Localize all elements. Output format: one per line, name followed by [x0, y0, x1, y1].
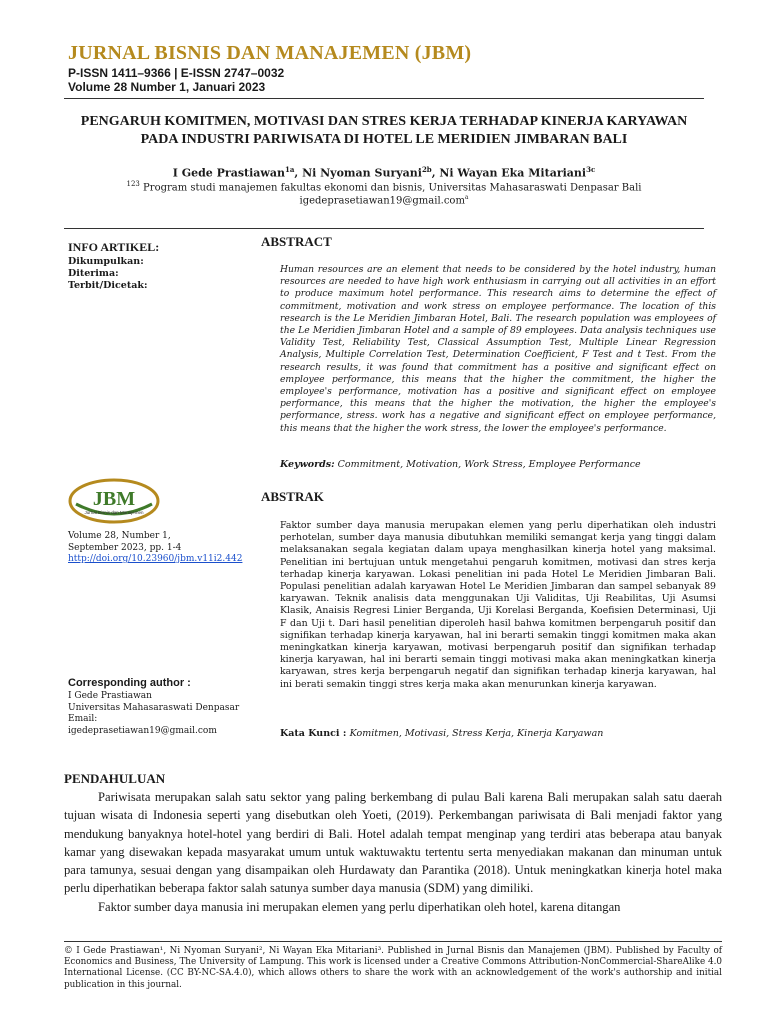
abstrak-keywords — [280, 728, 603, 739]
author-email-sup: a — [464, 194, 469, 201]
abstract-heading: ABSTRACT — [261, 234, 332, 249]
pendahuluan-heading: PENDAHULUAN — [64, 771, 166, 786]
logo-text: JBM — [92, 488, 136, 510]
info-artikel-list — [68, 256, 147, 292]
author-1-sup: 1a — [285, 165, 295, 174]
affiliation-sup: 123 — [126, 180, 140, 188]
header-divider — [64, 98, 704, 99]
author-3: , Ni Wayan Eka Mitariani — [431, 166, 587, 180]
vol-info-line-1: Volume 28, Number 1, — [68, 531, 171, 541]
jbm-logo — [68, 478, 160, 524]
corresponding-author-info — [68, 691, 239, 737]
vol-info-line-2: September 2023, pp. 1-4 — [68, 542, 182, 553]
corr-email-label: Email: — [68, 714, 98, 724]
doi-link[interactable]: http://doi.org/10.23960/jbm.v11i2.442 — [68, 554, 243, 564]
logo-subtext: Jurnal Bisnis dan Manajemen — [84, 510, 144, 515]
corresponding-author-heading: Corresponding author : — [68, 677, 191, 689]
author-2: , Ni Nyoman Suryani — [294, 166, 422, 180]
volume-line: Volume 28 Number 1, Januari 2023 — [68, 80, 266, 94]
corr-affiliation: Universitas Mahasaraswati Denpasar — [68, 702, 240, 713]
author-list — [64, 165, 704, 180]
license-footer: © I Gede Prastiawan¹, Ni Nyoman Suryani², Ni Wayan Eka Mitariani³. Published in Jurnal Bisnis dan Manajemen (JBM). Published by Faculty of Economics and Business, The University of Lampung. This work is licensed under a Creative Commons Attribution-NonCommercial-ShareAlike 4.0 International License. (CC BY-NC-SA.4.0), which allows others to share the work with an acknowledgement of the work's authorship and initial publication in this journal. — [64, 946, 722, 990]
journal-title: JURNAL BISNIS DAN MANAJEMEN (JBM) — [68, 42, 472, 64]
paper-title-line-2: PADA INDUSTRI PARIWISATA DI HOTEL LE MERIDIEN JIMBARAN BALI — [140, 132, 628, 147]
author-email-text: igedeprasetiawan19@gmail.com — [299, 195, 465, 207]
katakunci-value: Komitmen, Motivasi, Stress Kerja, Kinerja Karyawan — [349, 728, 604, 739]
corr-email[interactable]: igedeprasetiawan19@gmail.com — [68, 725, 217, 736]
paper-title-line-1: PENGARUH KOMITMEN, MOTIVASI DAN STRES KERJA TERHADAP KINERJA KARYAWAN — [80, 114, 688, 129]
author-1: I Gede Prastiawan — [172, 166, 285, 180]
paragraph-1: Pariwisata merupakan salah satu sektor yang paling berkembang di pulau Bali karena Bali merupakan salah satu daerah tujuan wisata di Indonesia seperti yang disebutkan oleh Yoeti, (2019). Perkembangan pariwisata di Bali menjadi faktor yang mendukung banyaknya hotel-hotel yang berdiri di Bali. Hotel adalah tempat menginap yang terdiri atas beberapa atau banyak kamar yang disewakan kepada masyarakat umum untuk waktuwaktu tertentu serta menyediakan makanan dan minuman untuk para tamunya, sesuai dengan yang disampaikan oleh Hurdawaty dan Parantika (2018). Untuk meningkatkan kinerja hotel maka perlu diperhatikan beberapa faktor salah satunya sumber daya manusia (SDM) yang dimiliki. — [64, 790, 722, 896]
paper-title — [64, 113, 704, 149]
keywords-label: Keywords: — [280, 459, 335, 470]
abstract-keywords — [280, 459, 641, 470]
keywords-value: Commitment, Motivation, Work Stress, Employee Performance — [334, 459, 641, 470]
volume-info — [68, 531, 242, 566]
info-divider — [64, 228, 704, 229]
author-2-sup: 2b — [421, 165, 432, 174]
abstrak-text: Faktor sumber daya manusia merupakan elemen yang perlu diperhatikan oleh industri perhotelan, sumber daya manusia dibutuhkan memiliki semangat kerja yang tinggi dalam melaksanakan segala kegiatan dalam upaya menghasilkan kinerja hotel yang maksimal. Penelitian ini bertujuan untuk mengetahui pengaruh komitmen, motivasi dan stres kerja terhadap kinerja karyawan. Lokasi penelitian ini pada Hotel Le Meridien Jimbaran Bali. Populasi penelitian adalah karyawan Hotel Le Meridien Jimbaran dan sampel sebanyak 89 karyawan. Teknik analisis data menggunakan Uji Validitas, Uji Reabilitas, Uji Asumsi Klasik, Anaisis Regresi Linier Berganda, Uji Korelasi Berganda, Koefisien Determinasi, Uji F dan Uji t. Dari hasil penelitian diperoleh hasil bahwa komitmen berpengaruh positif dan signifikan terhadap kinerja karyawan, hal ini berarti semakin tinggi komitmen maka akan meningkatkan kinerja karyawan, motivasi berpengaruh positif dan signifikan terhadap kinerja karyawan, hal ini berarti semain tinggi motivasi maka akan meningkatkan kinerja karyawan, stres kerja berpengaruh negatif dan signifikan terhadap kinerja karyawan, hal ini berati semakin tinggi stres kerja maka akan menurunkan kinerja karyawan. — [280, 520, 716, 690]
corr-name: I Gede Prastiawan — [68, 691, 152, 701]
info-artikel-heading: INFO ARTIKEL: — [68, 240, 160, 254]
info-accepted: Diterima: — [68, 268, 119, 279]
jbm-logo-icon — [68, 478, 160, 524]
issn-line: P-ISSN 1411–9366 | E-ISSN 2747–0032 — [68, 66, 285, 80]
info-received: Dikumpulkan: — [68, 256, 144, 267]
author-3-sup: 3c — [586, 165, 596, 174]
pendahuluan-body — [64, 788, 722, 916]
paragraph-2: Faktor sumber daya manusia ini merupakan elemen yang perlu diperhatikan oleh hotel, karena ditangan — [98, 899, 621, 914]
affiliation — [64, 180, 704, 193]
footer-divider — [64, 941, 722, 942]
info-published: Terbit/Dicetak: — [68, 280, 148, 291]
author-email — [64, 194, 704, 206]
katakunci-label: Kata Kunci : — [280, 728, 350, 739]
abstract-text: Human resources are an element that needs to be considered by the hotel industry, human resources are needed to have high work enthusiasm in carrying out all activities in an effort to produce maximum hotel performance. This research aims to determine the effect of commitment, motivation and work stress on employee performance. The location of this research is the Le Meridien Jimbaran Hotel, Bali. The research population was employees of the Le Meridien Jimbaran Hotel and a sample of 89 employees. Data analysis techniques use Validity Test, Reliability Test, Classical Assumption Test, Multiple Linear Regression Analysis, Multiple Correlation Test, Determination Coefficient, F Test and t Test. From the research results, it was found that commitment has a positive and significant effect on employee performance, this means that the higher the commitment, the higher the employee's performance, motivation has a positive and significant effect on employee performance, this means that the higher the motivation, the higher the employee's performance, stress. work has a negative and significant effect on employee performance, this means that the higher the work stress, the lower the employee's performance. — [280, 264, 716, 434]
affiliation-text: Program studi manajemen fakultas ekonomi dan bisnis, Universitas Mahasaraswati Denpasar Bali — [139, 182, 642, 194]
abstrak-heading: ABSTRAK — [261, 489, 324, 504]
